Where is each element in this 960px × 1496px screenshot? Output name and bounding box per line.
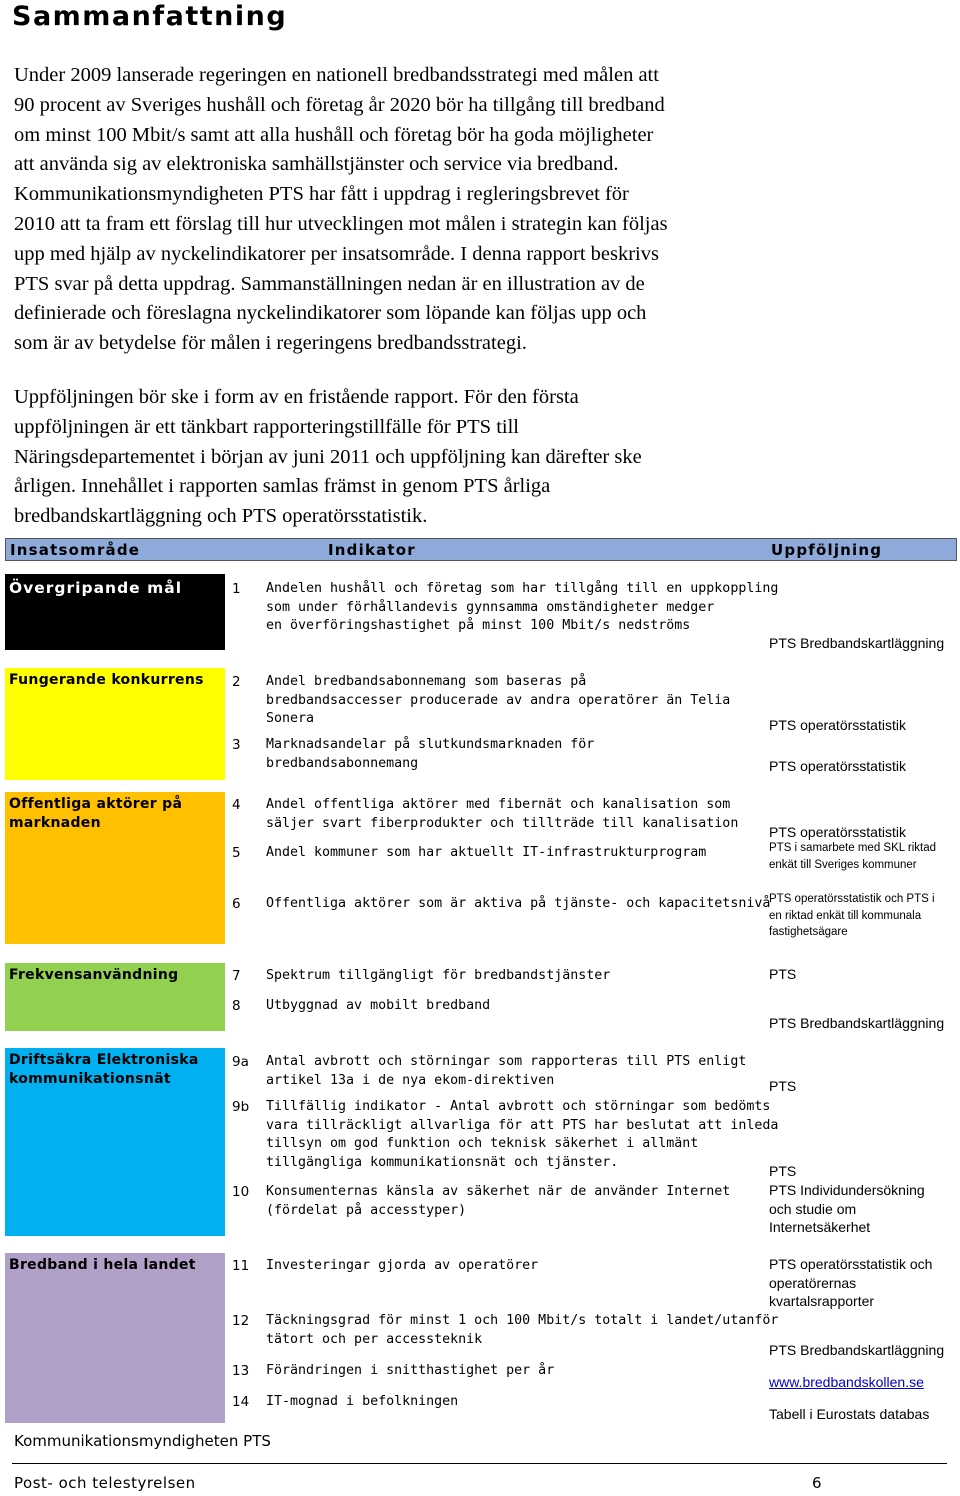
indicator-text: Förändringen i snitthastighet per år	[266, 1363, 555, 1378]
section-fungerande-konkurrens	[5, 668, 225, 780]
indicator-number: 7	[232, 968, 241, 984]
indicator-text: Investeringar gjorda av operatörer	[266, 1258, 539, 1273]
section-label: Övergripande mål	[9, 579, 183, 597]
indicator-text: Andelen hushåll och företag som har tillgång till en uppkoppling som under förhållandevis gynnsamma omständigheter medger en överföringshastighet på minst 100 Mbit/s nedströms	[266, 581, 779, 633]
indicator-number: 8	[232, 998, 241, 1014]
section-frekvensanvandning	[5, 963, 225, 1031]
paragraph-line: upp med hjälp av nyckelindikatorer per insatsområde. I denna rapport beskrivs	[14, 242, 659, 265]
followup-text: PTS	[769, 1163, 797, 1179]
followup-text: PTS operatörsstatistik	[769, 717, 906, 733]
indicator-number: 9b	[232, 1099, 250, 1115]
paragraph-line: Uppföljningen bör ske i form av en fristående rapport. För den första	[14, 386, 579, 408]
followup-text: PTS Individundersökning och studie om Internetsäkerhet	[769, 1182, 925, 1235]
section-label: Frekvensanvändning	[9, 967, 179, 983]
paragraph-line: PTS svar på detta uppdrag. Sammanställningen nedan är en illustration av de	[14, 272, 645, 295]
followup-text: PTS	[769, 966, 797, 982]
indicator-text: Marknadsandelar på slutkundsmarknaden för bredbandsabonnemang	[266, 737, 595, 771]
indicator-text: Tillfällig indikator - Antal avbrott och störningar som bedömts vara tillräckligt allvarliga för att PTS har beslutat att inleda tillsyn om god funktion och teknisk säkerhet i allmänt tillgängliga kommunikationsnät och tjänster.	[266, 1099, 779, 1170]
followup-text: PTS	[769, 1078, 797, 1094]
followup-text: PTS Bredbandskartläggning	[769, 635, 945, 651]
header-insatsomrade: Insatsområde	[10, 541, 141, 559]
indicator-number: 2	[232, 674, 241, 690]
paragraph-line: bredbandskartläggning och PTS operatörsstatistik.	[14, 505, 428, 528]
indicator-number: 9a	[232, 1054, 249, 1070]
paragraph-line: om minst 100 Mbit/s samt att alla hushåll och företag bör ha goda möjligheter	[14, 123, 654, 146]
section-label: Driftsäkra Elektroniska kommunikationsnät	[9, 1052, 199, 1087]
paragraph-line: 2010 att ta fram ett förslag till hur utvecklingen mot målen i strategin kan följas	[14, 212, 668, 235]
followup-text: PTS i samarbete med SKL riktad enkät till Sveriges kommuner	[769, 842, 937, 871]
indicator-number: 10	[232, 1184, 250, 1200]
section-offentliga-aktorer	[5, 792, 225, 944]
section-label: Bredband i hela landet	[9, 1257, 196, 1273]
footer-divider	[12, 1463, 947, 1464]
indicator-number: 1	[232, 581, 241, 597]
followup-text: PTS operatörsstatistik	[769, 824, 906, 840]
paragraph-line: 90 procent av Sveriges hushåll och företag år 2020 bör ha tillgång till bredband	[14, 93, 665, 116]
indicator-number: 13	[232, 1363, 250, 1379]
followup-paragraph	[14, 383, 954, 532]
indicator-text: Utbyggnad av mobilt bredband	[266, 998, 491, 1013]
followup-text: Tabell i Eurostats databas	[769, 1406, 930, 1422]
paragraph-line: definierade och föreslagna nyckelindikatorer som löpande kan följas upp och	[14, 302, 647, 325]
header-indikator: Indikator	[328, 541, 416, 559]
indicator-text: Antal avbrott och störningar som rapporteras till PTS enligt artikel 13a i de nya ekom-direktiven	[266, 1054, 747, 1088]
paragraph-line: Kommunikationsmyndigheten PTS har fått i uppdrag i regleringsbrevet för	[14, 183, 629, 206]
page-number: 6	[812, 1474, 822, 1492]
indicator-number: 14	[232, 1394, 250, 1410]
followup-link[interactable]: www.bredbandskollen.se	[769, 1374, 924, 1390]
followup-text: PTS Bredbandskartläggning	[769, 1015, 945, 1031]
indicator-number: 12	[232, 1313, 250, 1329]
indicator-text: Andel kommuner som har aktuellt IT-infrastrukturprogram	[266, 845, 707, 860]
paragraph-line: Näringsdepartementet i början av juni 2011 och uppföljning kan därefter ske	[14, 445, 642, 468]
indicator-number: 3	[232, 737, 241, 753]
section-bredband-hela-landet	[5, 1253, 225, 1423]
indicator-number: 5	[232, 845, 241, 861]
followup-text: PTS operatörsstatistik och PTS i en riktad enkät till kommunala fastighetsägare	[769, 893, 935, 938]
footer-agency: Post- och telestyrelsen	[14, 1474, 196, 1492]
indicator-text: IT-mognad i befolkningen	[266, 1394, 459, 1409]
indicator-text: Konsumenternas känsla av säkerhet när de använder Internet (fördelat på accesstyper)	[266, 1184, 731, 1218]
followup-text: PTS Bredbandskartläggning	[769, 1342, 945, 1358]
table-header	[5, 538, 957, 561]
indicator-text: Offentliga aktörer som är aktiva på tjänste- och kapacitetsnivå	[266, 896, 771, 911]
followup-text: PTS operatörsstatistik och operatörernas kvartalsrapporter	[769, 1256, 933, 1309]
section-driftsakra	[5, 1048, 225, 1236]
section-label: Offentliga aktörer på marknaden	[9, 796, 183, 831]
followup-text: PTS operatörsstatistik	[769, 758, 906, 774]
indicator-text: Andel bredbandsabonnemang som baseras på bredbandsaccesser producerade av andra operatörer än Telia Sonera	[266, 674, 731, 726]
indicator-number: 11	[232, 1258, 250, 1274]
indicator-number: 6	[232, 896, 241, 912]
indicator-text: Spektrum tillgängligt för bredbandstjänster	[266, 968, 611, 983]
section-label: Fungerande konkurrens	[9, 672, 204, 688]
footer-organization: Kommunikationsmyndigheten PTS	[14, 1432, 271, 1450]
indicator-text: Täckningsgrad för minst 1 och 100 Mbit/s totalt i landet/utanför tätort och per accessteknik	[266, 1313, 779, 1347]
header-uppfoljning: Uppföljning	[771, 541, 883, 559]
indicator-text: Andel offentliga aktörer med fibernät och kanalisation som säljer svart fiberprodukter och tillträde till kanalisation	[266, 797, 739, 831]
paragraph-line: som är av betydelse för målen i regeringens bredbandsstrategi.	[14, 332, 527, 355]
section-overgripande-mal	[5, 574, 225, 650]
paragraph-line: årligen. Innehållet i rapporten samlas främst in genom PTS årliga	[14, 475, 551, 498]
paragraph-line: Under 2009 lanserade regeringen en nationell bredbandsstrategi med målen att	[14, 64, 659, 86]
intro-paragraph	[14, 61, 954, 359]
page-title: Sammanfattning	[12, 1, 288, 32]
indicator-number: 4	[232, 797, 241, 813]
paragraph-line: att använda sig av elektroniska samhällstjänster och service via bredband.	[14, 153, 619, 176]
paragraph-line: uppföljningen är ett tänkbart rapporteringstillfälle för PTS till	[14, 415, 519, 438]
